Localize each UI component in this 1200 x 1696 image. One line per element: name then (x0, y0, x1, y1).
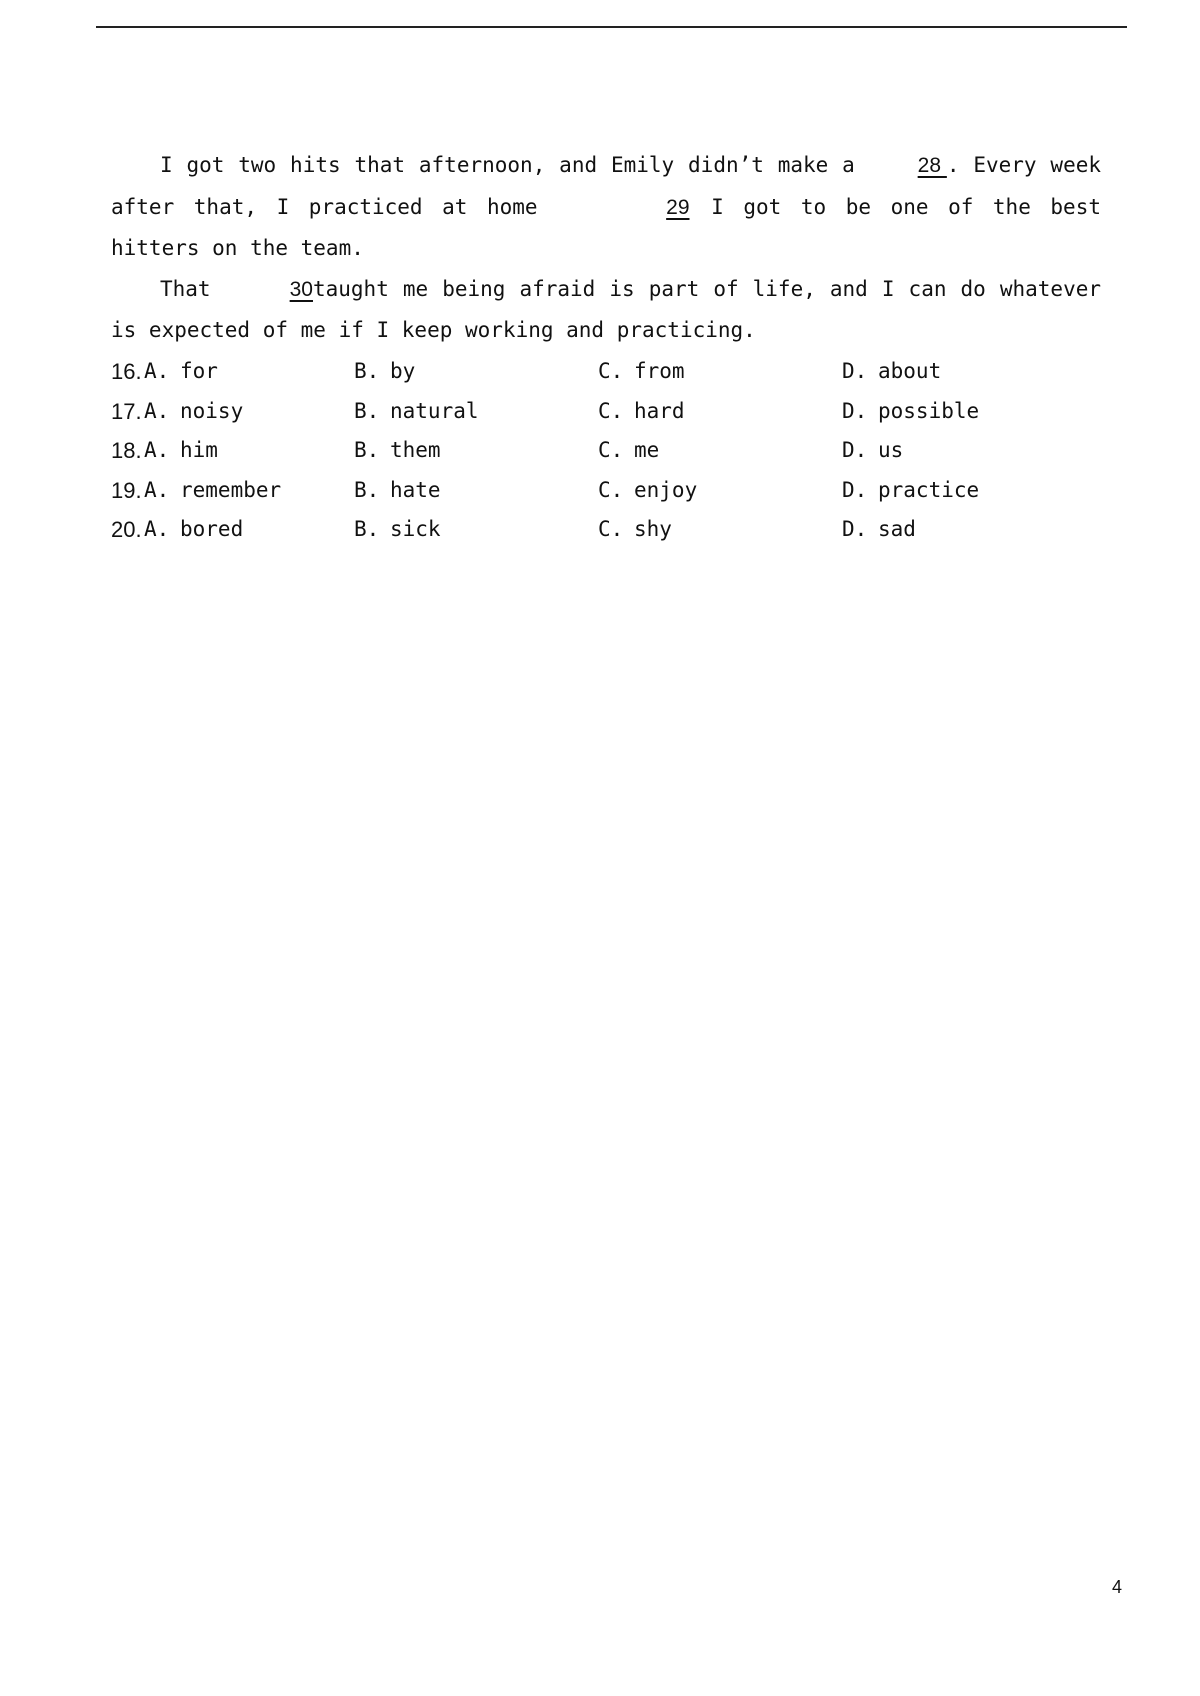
choice-text: us (878, 438, 904, 462)
choice-c (598, 471, 697, 511)
choice-text: remember (180, 477, 282, 502)
question-row (111, 352, 1101, 392)
question-number: 16. (111, 359, 142, 384)
question-row (111, 431, 1101, 471)
question-number: 18. (111, 438, 142, 463)
choice-letter: C. (598, 398, 624, 423)
question-number: 19. (111, 477, 142, 503)
passage-text: That (160, 276, 225, 301)
passage-paragraph-2 (111, 269, 1101, 351)
choice-text: enjoy (634, 477, 698, 502)
choice-letter: B. (354, 477, 380, 502)
choice-text: practice (878, 477, 980, 502)
choice-letter: A. (144, 438, 170, 462)
choice-text: for (180, 359, 218, 383)
choice-text: natural (390, 398, 479, 423)
choice-text: sad (878, 517, 916, 541)
choice-c (598, 431, 659, 471)
blank-29: 29 (666, 195, 690, 219)
choice-b (354, 352, 415, 392)
choice-text: noisy (180, 398, 244, 423)
choice-text: possible (878, 398, 980, 423)
choice-d (842, 431, 903, 471)
passage (111, 145, 1101, 351)
passage-paragraph-1 (111, 145, 1101, 269)
choice-letter: D. (842, 477, 868, 502)
choice-letter: D. (842, 359, 868, 383)
page-number: 4 (1112, 1577, 1123, 1597)
choice-d (842, 471, 979, 511)
choice-text: him (180, 438, 218, 462)
choice-text: them (390, 438, 441, 462)
choice-b (354, 471, 441, 511)
choice-letter: B. (354, 359, 380, 383)
passage-text: I got two hits that afternoon, and Emily didn’t make a (160, 153, 869, 177)
choice-text: hard (634, 398, 685, 423)
choice-letter: C. (598, 438, 624, 462)
passage-text: I got to be one of the best hitters on the team. (111, 194, 1101, 260)
choice-letter: A. (144, 517, 170, 541)
question-row (111, 392, 1101, 432)
choice-letter: A. (144, 359, 170, 383)
passage-text: . Every week after that, I practiced at home (111, 153, 1101, 219)
choice-a (144, 510, 243, 550)
blank-28: 28 (917, 154, 947, 177)
choice-text: sick (390, 517, 441, 541)
choice-b (354, 510, 441, 550)
choice-c (598, 392, 685, 432)
header-rule (96, 26, 1127, 28)
choice-d (842, 510, 916, 550)
choice-letter: B. (354, 438, 380, 462)
choice-a (144, 392, 243, 432)
choice-letter: C. (598, 477, 624, 502)
choice-text: me (634, 438, 660, 462)
choice-text: hate (390, 477, 441, 502)
question-number: 17. (111, 398, 142, 424)
choice-letter: B. (354, 398, 380, 423)
choice-letter: B. (354, 517, 380, 541)
choice-letter: D. (842, 398, 868, 423)
choice-text: by (390, 359, 416, 383)
choice-c (598, 352, 685, 392)
choice-a (144, 471, 281, 511)
choice-text: shy (634, 517, 672, 541)
choice-letter: C. (598, 517, 624, 541)
choice-letter: C. (598, 359, 624, 383)
blank-30: 30 (289, 277, 313, 301)
question-number: 20. (111, 517, 142, 542)
choice-a (144, 352, 218, 392)
choice-a (144, 431, 218, 471)
choice-letter: A. (144, 477, 170, 502)
answer-options (111, 352, 1101, 550)
question-row (111, 471, 1101, 511)
passage-text: taught me being afraid is part of life, and I can do whatever is expected of me if I keep working and practicing. (111, 276, 1101, 342)
choice-letter: D. (842, 438, 868, 462)
choice-letter: A. (144, 398, 170, 423)
choice-b (354, 392, 479, 432)
choice-d (842, 392, 979, 432)
choice-c (598, 510, 672, 550)
choice-b (354, 431, 441, 471)
choice-letter: D. (842, 517, 868, 541)
question-row (111, 510, 1101, 550)
choice-d (842, 352, 941, 392)
choice-text: about (878, 359, 942, 383)
choice-text: from (634, 359, 685, 383)
choice-text: bored (180, 517, 244, 541)
